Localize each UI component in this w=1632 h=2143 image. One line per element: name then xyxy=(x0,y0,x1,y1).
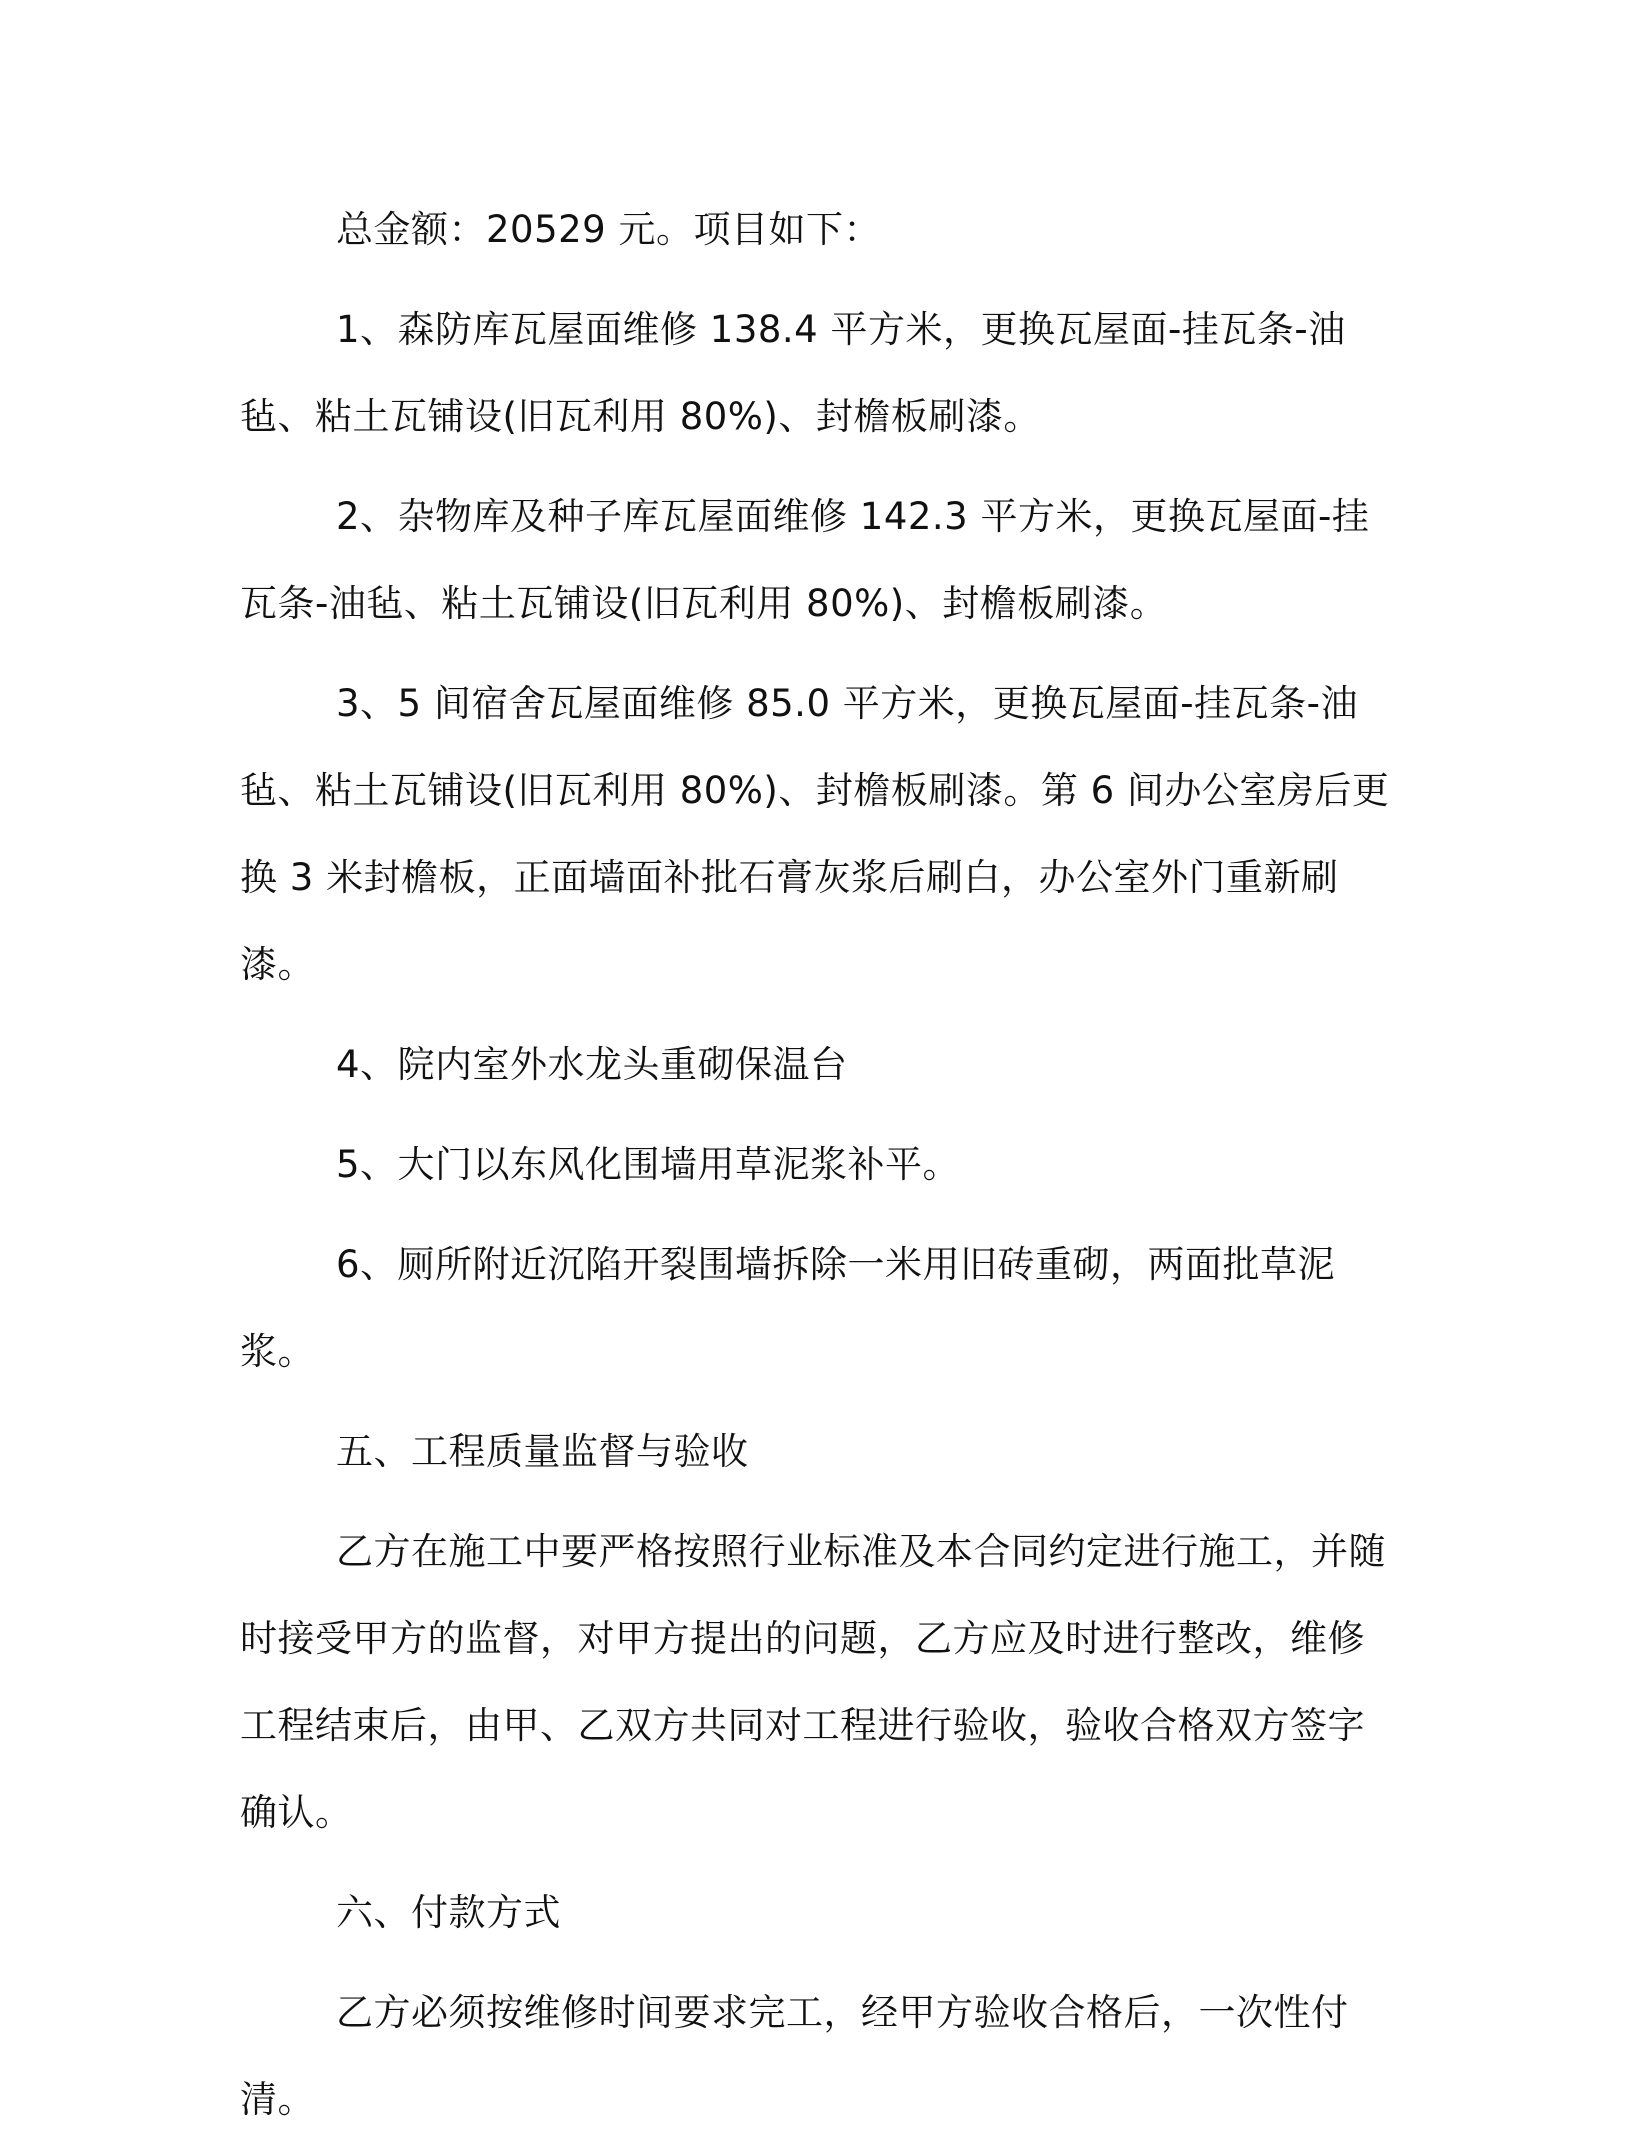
total-amount-paragraph: 总金额：20529 元。项目如下： xyxy=(336,208,881,251)
quality-supervision-paragraph: 乙方在施工中要严格按照行业标准及本合同约定进行施工，并随时接受甲方的监督，对甲方提出的问题，乙方应及时进行整改，维修工程结束后，由甲、乙双方共同对工程进行验收，验收合格双方签字确认。 xyxy=(240,1530,1386,1834)
item-3-paragraph: 3、5 间宿舍瓦屋面维修 85.0 平方米，更换瓦屋面-挂瓦条-油毡、粘土瓦铺设(旧瓦利用 80%)、封檐板刷漆。第 6 间办公室房后更换 3 米封檐板，正面墙面补批石膏灰浆后刷白，办公室外门重新刷漆。 xyxy=(240,682,1390,986)
section-6-heading: 六、付款方式 xyxy=(336,1891,561,1934)
item-2-paragraph: 2、杂物库及种子库瓦屋面维修 142.3 平方米，更换瓦屋面-挂瓦条-油毡、粘土瓦铺设(旧瓦利用 80%)、封檐板刷漆。 xyxy=(240,495,1370,625)
payment-paragraph: 乙方必须按维修时间要求完工，经甲方验收合格后，一次性付清。 xyxy=(240,1991,1349,2121)
item-4-paragraph: 4、院内室外水龙头重砌保温台 xyxy=(336,1043,848,1086)
item-5-paragraph: 5、大门以东风化围墙用草泥浆补平。 xyxy=(336,1143,961,1186)
item-6-paragraph: 6、厕所附近沉陷开裂围墙拆除一米用旧砖重砌，两面批草泥浆。 xyxy=(240,1243,1336,1373)
document-body xyxy=(240,186,1390,2143)
section-5-heading: 五、工程质量监督与验收 xyxy=(336,1430,749,1473)
item-1-paragraph: 1、森防库瓦屋面维修 138.4 平方米，更换瓦屋面-挂瓦条-油毡、粘土瓦铺设(旧瓦利用 80%)、封檐板刷漆。 xyxy=(240,308,1346,438)
